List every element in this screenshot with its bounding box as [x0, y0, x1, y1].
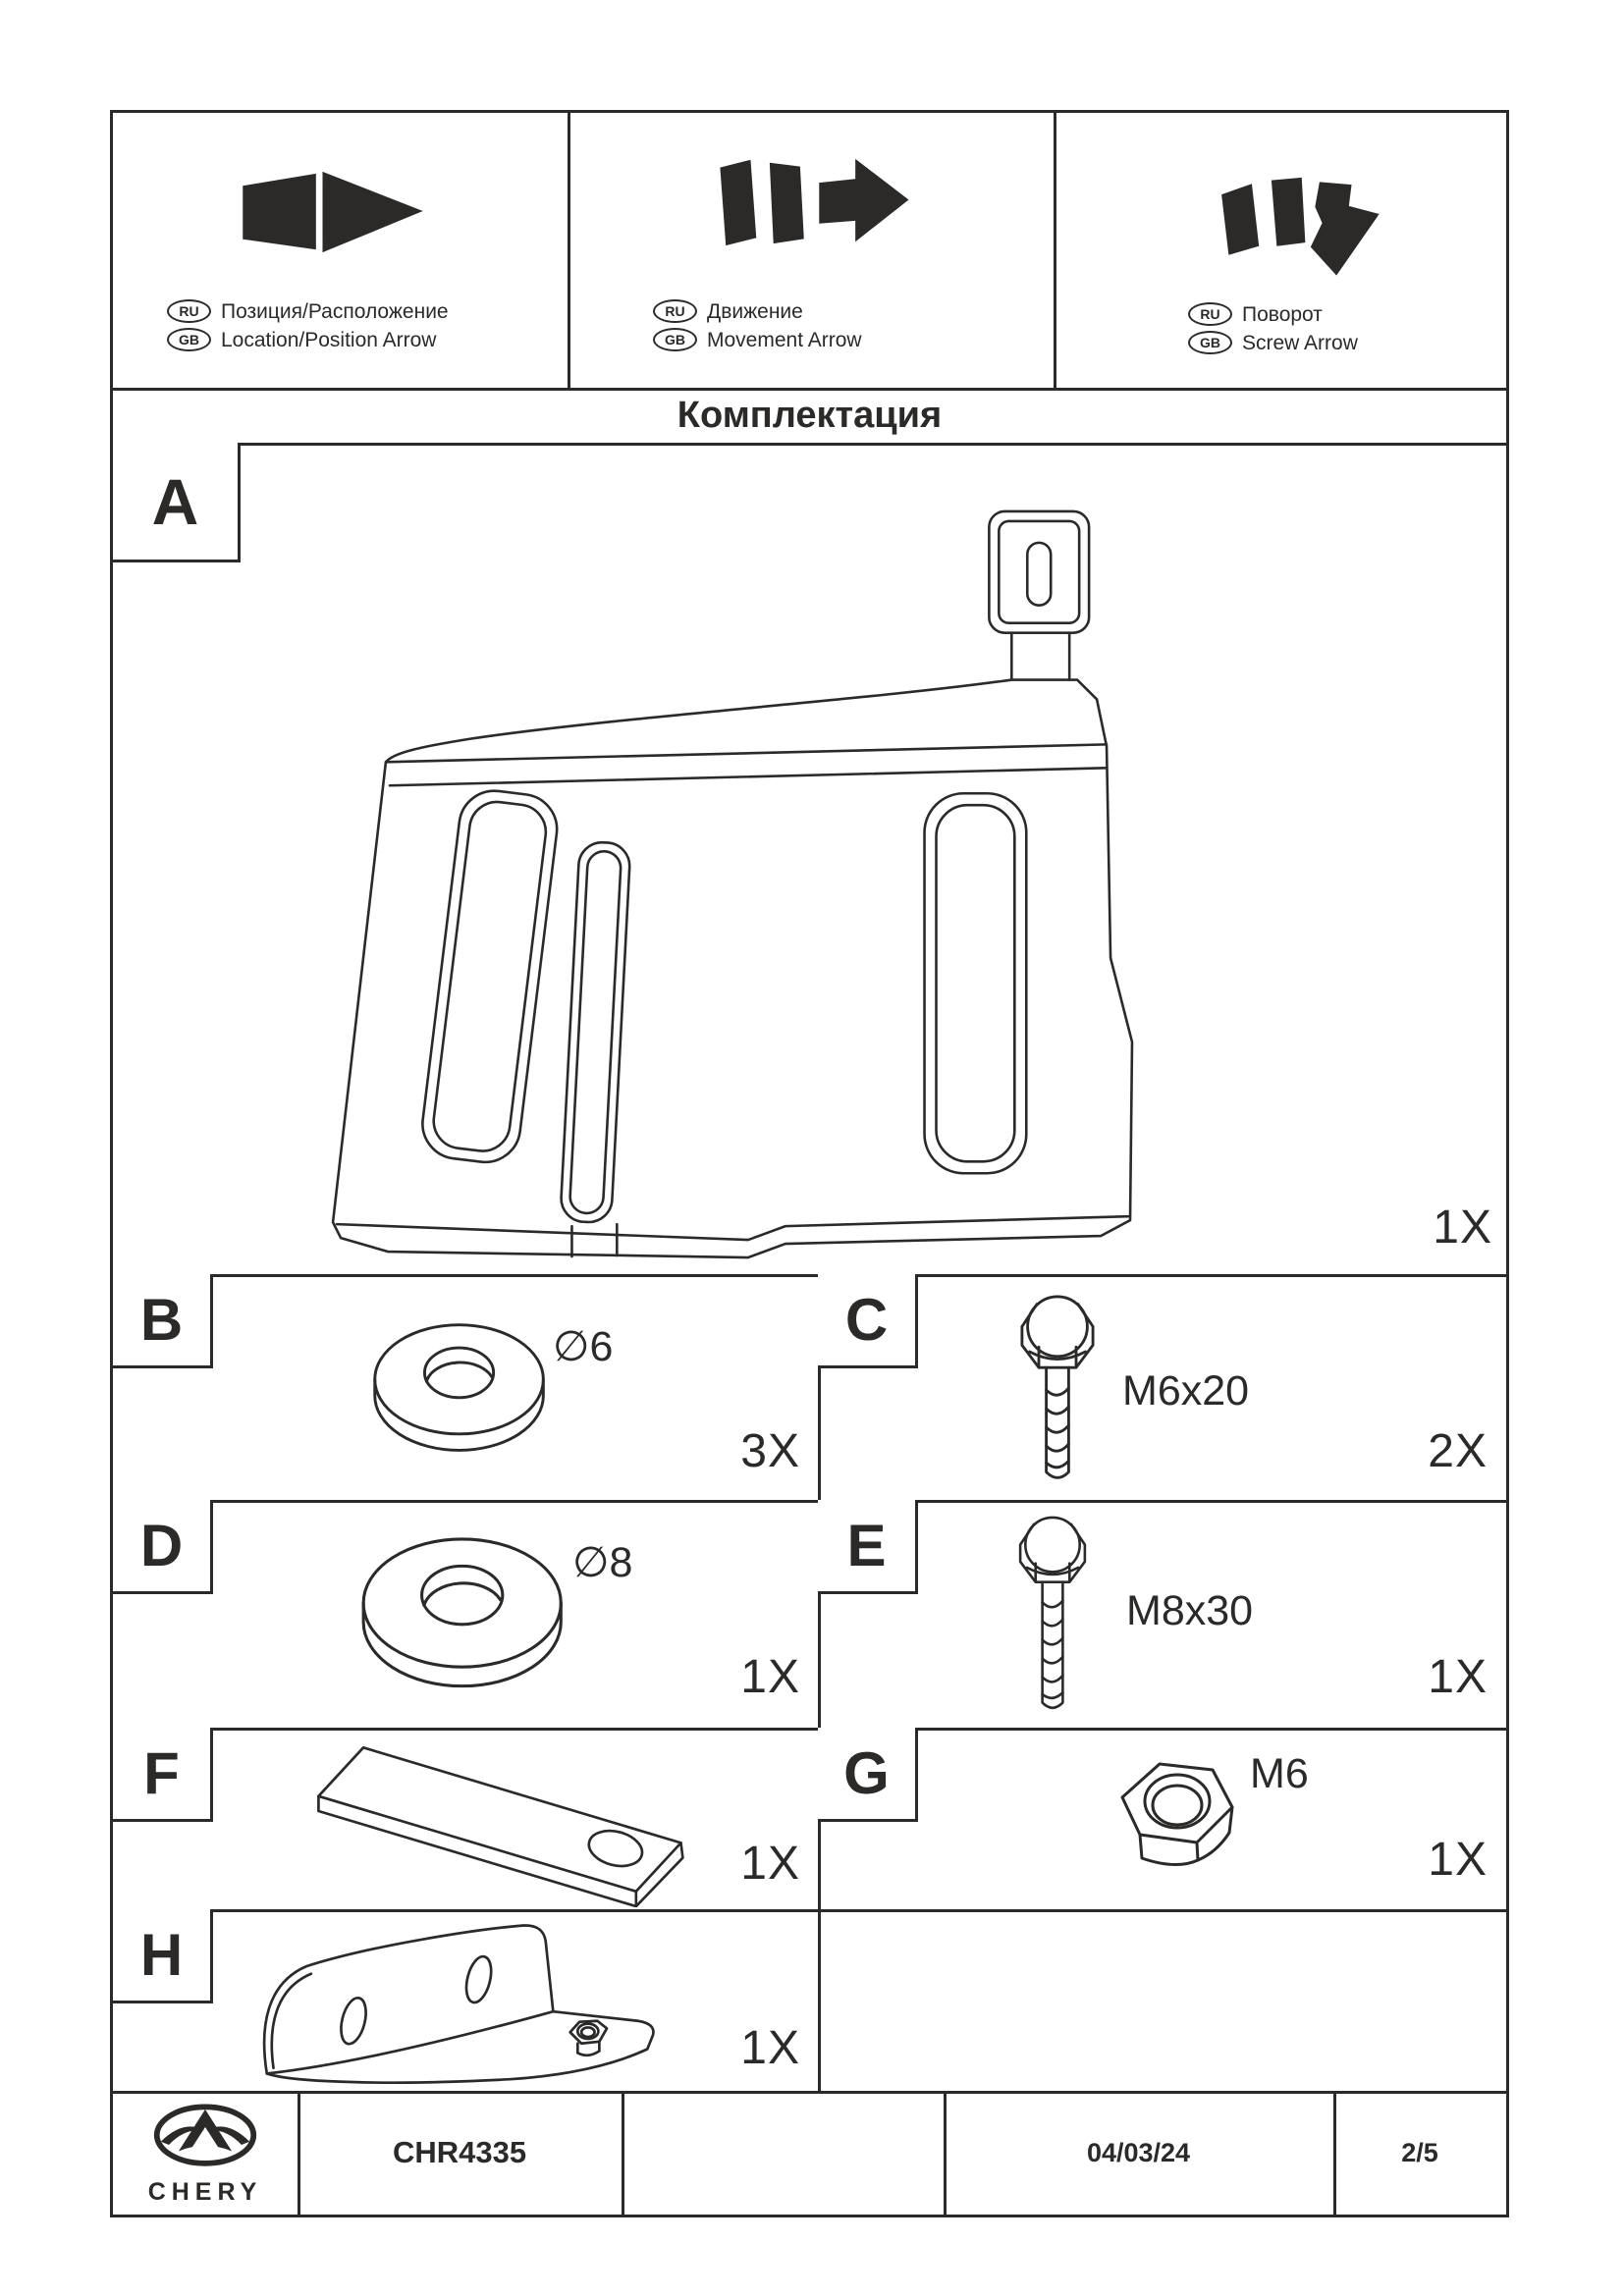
hex-bolt-drawing [1001, 1511, 1104, 1719]
divider [113, 1274, 1506, 1277]
divider [568, 113, 570, 388]
legend-label-gb: Screw Arrow [1242, 331, 1358, 354]
divider [1054, 113, 1056, 388]
brand-name: CHERY [147, 2177, 263, 2206]
empty-cell [622, 2091, 944, 2215]
screw-arrow-icon [1211, 157, 1407, 282]
legend-label-gb: Movement Arrow [707, 328, 862, 351]
gb-badge: GB [167, 328, 211, 351]
spec-g: M6 [1250, 1750, 1309, 1797]
quantity-e: 1X [1428, 1651, 1488, 1703]
spec-d: ∅8 [572, 1539, 633, 1586]
gb-badge: GB [1188, 331, 1232, 354]
part-label-b: B [113, 1274, 213, 1368]
quantity-h: 1X [740, 2022, 800, 2074]
l-bracket-drawing [239, 1921, 700, 2086]
divider [113, 443, 1506, 446]
spec-e: M8x30 [1126, 1587, 1254, 1634]
legend-label-gb: Location/Position Arrow [221, 328, 437, 351]
ru-badge: RU [167, 299, 211, 323]
doc-date: 04/03/24 [1086, 2137, 1191, 2167]
bracket-part-drawing [324, 498, 1168, 1271]
divider [818, 1274, 821, 2091]
part-label-h: H [113, 1909, 213, 2003]
parts-table [110, 110, 1509, 2217]
legend-label-ru: Движение [707, 299, 803, 323]
washer-drawing [360, 1312, 562, 1466]
quantity-d: 1X [740, 1651, 800, 1703]
quantity-c: 2X [1428, 1425, 1488, 1477]
part-label-c: C [818, 1274, 918, 1368]
quantity-g: 1X [1428, 1834, 1488, 1886]
legend-position [167, 299, 449, 351]
movement-arrow-icon [712, 154, 913, 249]
brand-cell [113, 2091, 298, 2215]
legend-screw [1188, 302, 1358, 354]
quantity-b: 3X [740, 1425, 800, 1477]
position-arrow-icon [239, 170, 427, 254]
divider [113, 1909, 1506, 1912]
legend-movement [653, 299, 862, 351]
doc-code: CHR4335 [392, 2135, 527, 2169]
ru-badge: RU [1188, 302, 1232, 326]
hex-bolt-drawing [1001, 1289, 1113, 1490]
ru-badge: RU [653, 299, 697, 323]
part-label-g: G [818, 1728, 918, 1822]
flat-bar-drawing [307, 1735, 690, 1907]
part-label-e: E [818, 1500, 918, 1594]
part-label-d: D [113, 1500, 213, 1594]
gb-badge: GB [653, 328, 697, 351]
part-label-f: F [113, 1728, 213, 1822]
quantity-f: 1X [740, 1838, 800, 1890]
washer-drawing [347, 1524, 582, 1704]
page-number: 2/5 [1401, 2137, 1438, 2167]
divider [113, 1500, 1506, 1503]
divider [113, 1728, 1506, 1731]
page-title: Комплектация [677, 395, 943, 436]
chery-logo-icon [136, 2100, 274, 2207]
spec-c: M6x20 [1122, 1367, 1250, 1415]
hex-nut-drawing [1103, 1750, 1250, 1883]
quantity-a: 1X [1433, 1201, 1492, 1254]
legend-label-ru: Поворот [1242, 302, 1323, 326]
legend-label-ru: Позиция/Расположение [221, 299, 449, 323]
part-label-a: A [113, 443, 241, 562]
spec-b: ∅6 [553, 1323, 614, 1370]
